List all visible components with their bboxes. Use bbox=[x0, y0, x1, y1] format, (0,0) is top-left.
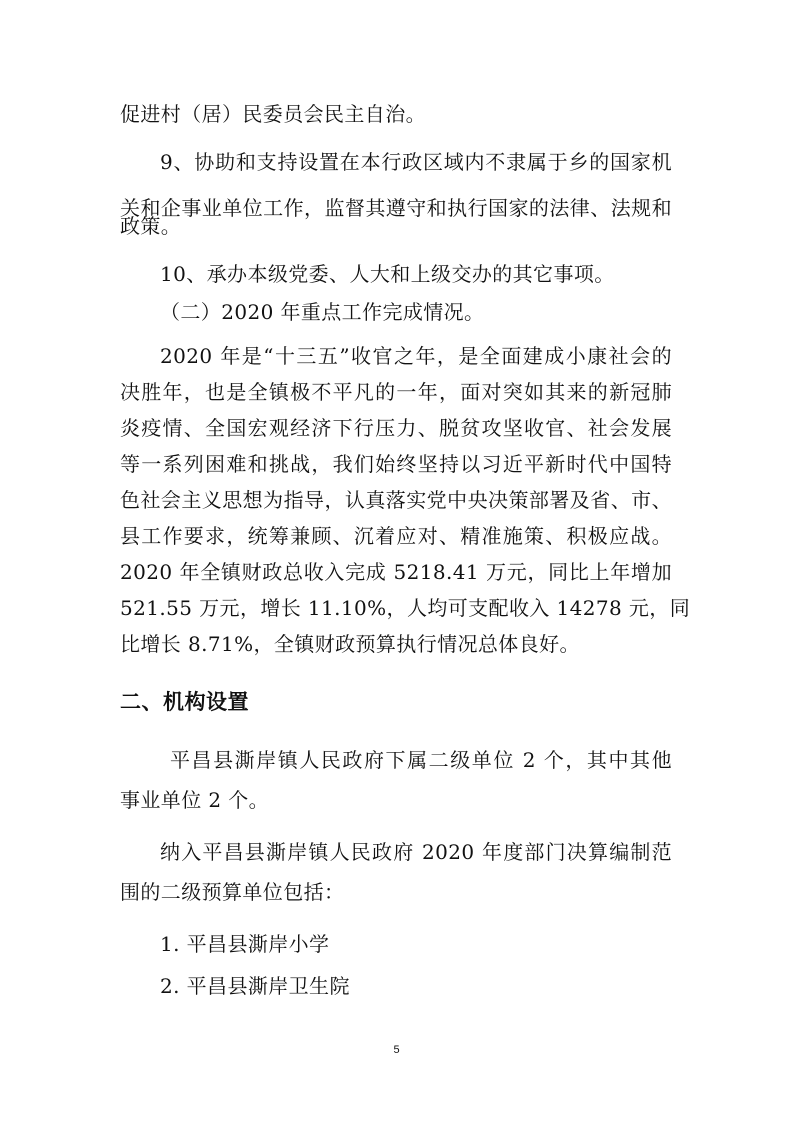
text-line-13: 2020 年全镇财政总收入完成 5218.41 万元，同比上年增加 bbox=[120, 560, 672, 584]
list-item-1: 1. 平昌县澌岸小学 bbox=[160, 932, 330, 956]
text-line-7: 2020 年是“十三五”收官之年，是全面建成小康社会的 bbox=[160, 344, 672, 368]
text-line-11: 色社会主义思想为指导，认真落实党中央决策部署及省、市、 bbox=[120, 488, 672, 512]
text-line-5: 10、承办本级党委、人大和上级交办的其它事项。 bbox=[160, 262, 615, 286]
section-line-2: 事业单位 2 个。 bbox=[120, 788, 270, 812]
text-line-12: 县工作要求，统筹兼顾、沉着应对、精准施策、积极应战。 bbox=[120, 524, 672, 548]
text-line-3: 关和企事业单位工作，监督其遵守和执行国家的法律、法规和 bbox=[120, 196, 672, 220]
section-line-3: 纳入平昌县澌岸镇人民政府 2020 年度部门决算编制范 bbox=[160, 840, 672, 864]
text-line-1: 促进村（居）民委员会民主自治。 bbox=[120, 102, 426, 126]
text-line-14: 521.55 万元，增长 11.10%，人均可支配收入 14278 元，同 bbox=[120, 596, 691, 620]
text-line-8: 决胜年，也是全镇极不平凡的一年，面对突如其来的新冠肺 bbox=[120, 380, 672, 404]
text-line-9: 炎疫情、全国宏观经济下行压力、脱贫攻坚收官、社会发展 bbox=[120, 416, 672, 440]
page-number: 5 bbox=[393, 1044, 400, 1056]
text-line-15: 比增长 8.71%，全镇财政预算执行情况总体良好。 bbox=[120, 632, 580, 656]
section-line-4: 围的二级预算单位包括： bbox=[120, 880, 345, 904]
text-line-4: 政策。 bbox=[120, 214, 182, 238]
text-line-10: 等一系列困难和挑战，我们始终坚持以习近平新时代中国特 bbox=[120, 452, 672, 476]
section-line-1: 平昌县澌岸镇人民政府下属二级单位 2 个，其中其他 bbox=[170, 748, 672, 772]
list-item-2: 2. 平昌县澌岸卫生院 bbox=[160, 974, 350, 998]
section-heading: 二、机构设置 bbox=[120, 690, 249, 714]
text-line-2: 9、协助和支持设置在本行政区域内不隶属于乡的国家机 bbox=[160, 150, 672, 174]
text-line-6: （二）2020 年重点工作完成情况。 bbox=[160, 300, 485, 324]
